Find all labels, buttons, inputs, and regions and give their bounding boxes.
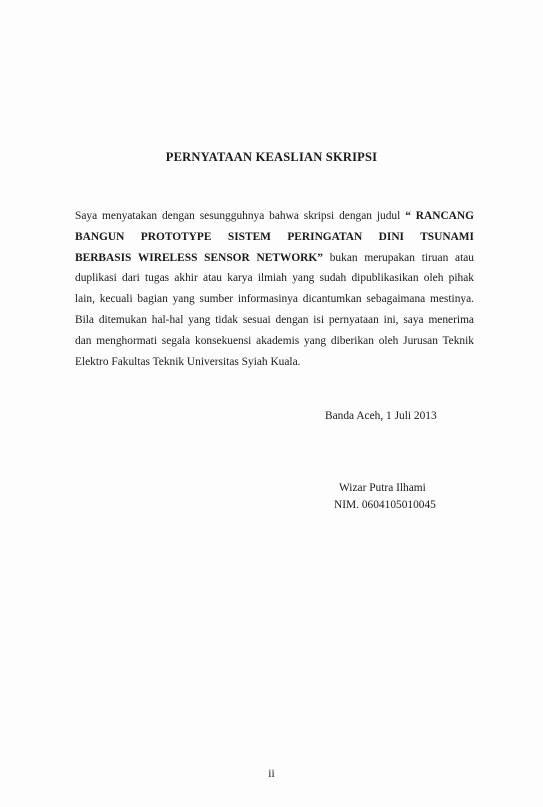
paragraph-line-1 [75, 206, 474, 227]
paragraph-line-5: lain, kecuali bagian yang sumber informasinya dicantumkan sebagaimana mestinya. [75, 293, 474, 306]
signer-name: Wizar Putra Ilhami [339, 482, 426, 494]
paragraph-line-7: dan menghormati segala konsekuensi akademis yang diberikan oleh Jurusan Teknik [75, 334, 474, 347]
paragraph-line-1-text: Saya menyatakan dengan sesungguhnya bahwa skripsi dengan judul [75, 210, 401, 222]
statement-paragraph [75, 206, 474, 372]
paragraph-line-3 [75, 248, 474, 269]
thesis-title-line-2: BANGUN PROTOTYPE SISTEM PERINGATAN DINI TSUNAMI [75, 230, 474, 243]
page-title: PERNYATAAN KEASLIAN SKRIPSI [165, 150, 378, 164]
thesis-title-start: “ RANCANG [405, 210, 474, 222]
signer-nim: NIM. 0604105010045 [334, 499, 436, 511]
thesis-title-end: BERBASIS WIRELESS SENSOR NETWORK” [75, 251, 323, 264]
signature-block [334, 480, 436, 514]
paragraph-line-3-text: bukan merupakan tiruan atau [329, 251, 474, 264]
paragraph-line-4: duplikasi dari tugas akhir atau karya ilmiah yang sudah dipublikasikan oleh pihak [75, 272, 474, 285]
page-number: ii [268, 768, 275, 780]
paragraph-line-8: Elektro Fakultas Teknik Universitas Syiah Kuala. [75, 355, 301, 368]
paragraph-line-6: Bila ditemukan hal-hal yang tidak sesuai dengan isi pernyataan ini, saya menerima [75, 313, 474, 326]
place-date: Banda Aceh, 1 Juli 2013 [325, 410, 437, 422]
